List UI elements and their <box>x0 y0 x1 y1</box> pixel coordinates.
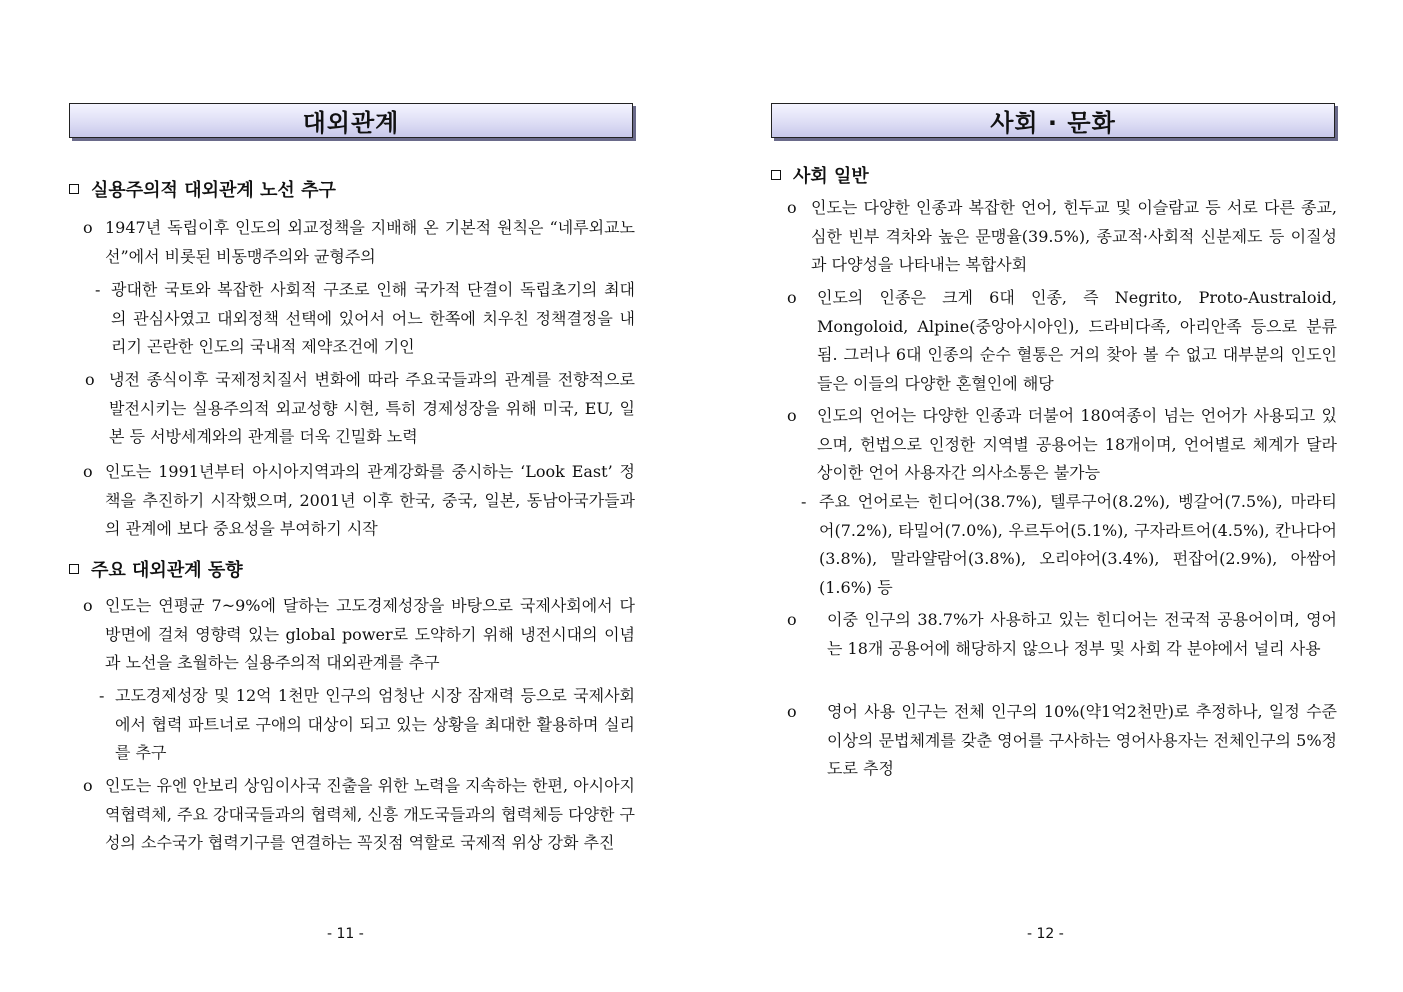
page-title: 대외관계 <box>69 103 633 138</box>
paragraph-text: 인도의 언어는 다양한 인종과 더불어 180여종이 넘는 언어가 사용되고 있으며, 헌법으로 인정한 지역별 공용어는 18개이며, 언어별로 체계가 달라 상이한 언어 사용자간 의사소통은 불가능 <box>817 406 1337 482</box>
dash-marker: - <box>99 686 105 705</box>
section-heading <box>69 556 243 582</box>
section-heading-text: 실용주의적 대외관계 노선 추구 <box>91 180 336 201</box>
bullet-marker: o <box>85 370 95 389</box>
paragraph <box>787 402 1337 488</box>
paragraph-text: 인도는 1991년부터 아시아지역과의 관계강화를 중시하는 ‘Look East’ 정책을 추진하기 시작했으며, 2001년 이후 한국, 중국, 일본, 동남아국가들과의 관계에 보다 중요성을 부여하기 시작 <box>105 462 635 538</box>
bullet-marker: o <box>787 288 797 307</box>
section-heading <box>69 176 336 202</box>
dash-marker: - <box>95 280 101 299</box>
sub-paragraph <box>801 488 1337 602</box>
paragraph-text: 고도경제성장 및 12억 1천만 인구의 엄청난 시장 잠재력 등으로 국제사회에서 협력 파트너로 구애의 대상이 되고 있는 상황을 최대한 활용하며 실리를 추구 <box>115 686 635 762</box>
page-number: - 12 - <box>1027 926 1064 942</box>
page-number: - 11 - <box>327 926 364 942</box>
dash-marker: - <box>801 492 807 511</box>
bullet-marker: o <box>83 462 93 481</box>
page-title: 사회 · 문화 <box>771 103 1335 138</box>
paragraph <box>787 194 1337 280</box>
section-heading-text: 주요 대외관계 동향 <box>91 560 243 581</box>
section-heading <box>771 162 869 188</box>
paragraph-text: 인도는 다양한 인종과 복잡한 언어, 힌두교 및 이슬람교 등 서로 다른 종교, 심한 빈부 격차와 높은 문맹율(39.5%), 종교적·사회적 신분제도 등 이질성과 다양성을 나타내는 복합사회 <box>811 198 1337 274</box>
paragraph-text: 인도는 유엔 안보리 상임이사국 진출을 위한 노력을 지속하는 한편, 아시아지역협력체, 주요 강대국들과의 협력체, 신흥 개도국들과의 협력체등 다양한 구성의 소수국가 협력기구를 연결하는 꼭짓점 역할로 국제적 위상 강화 추진 <box>105 776 635 852</box>
paragraph-text: 냉전 종식이후 국제정치질서 변화에 따라 주요국들과의 관계를 전향적으로 발전시키는 실용주의적 외교성향 시현, 특히 경제성장을 위해 미국, EU, 일본 등 서방세계와의 관계를 더욱 긴밀화 노력 <box>109 370 635 446</box>
paragraph <box>83 592 635 678</box>
paragraph <box>787 284 1337 398</box>
sub-paragraph <box>95 276 635 362</box>
checkbox-square-icon <box>69 184 79 194</box>
bullet-marker: o <box>787 702 797 721</box>
bullet-marker: o <box>787 406 797 425</box>
bullet-marker: o <box>787 610 797 629</box>
paragraph <box>787 698 1337 784</box>
paragraph-text: 광대한 국토와 복잡한 사회적 구조로 인해 국가적 단결이 독립초기의 최대의 관심사였고 대외정책 선택에 있어서 어느 한쪽에 치우친 정책결정을 내리기 곤란한 인도의 국내적 제약조건에 기인 <box>111 280 635 356</box>
paragraph-text: 이중 인구의 38.7%가 사용하고 있는 힌디어는 전국적 공용어이며, 영어는 18개 공용어에 해당하지 않으나 정부 및 사회 각 분야에서 널리 사용 <box>827 610 1337 658</box>
paragraph-text: 인도의 인종은 크게 6대 인종, 즉 Negrito, Proto-Australoid, Mongoloid, Alpine(중앙아시아인), 드라비다족, 아리안족 등으로 분류됨. 그러나 6대 인종의 순수 혈통은 거의 찾아 볼 수 없고 대부분의 인도인들은 이들의 다양한 혼혈인에 해당 <box>817 288 1337 393</box>
paragraph-text: 1947년 독립이후 인도의 외교정책을 지배해 온 기본적 원칙은 “네루외교노선”에서 비롯된 비동맹주의와 균형주의 <box>105 218 635 266</box>
checkbox-square-icon <box>69 564 79 574</box>
paragraph-text: 인도는 연평균 7~9%에 달하는 고도경제성장을 바탕으로 국제사회에서 다방면에 걸쳐 영향력 있는 global power로 도약하기 위해 냉전시대의 이념과 노선을 초월하는 실용주의적 대외관계를 추구 <box>105 596 635 672</box>
bullet-marker: o <box>83 776 93 795</box>
section-heading-text: 사회 일반 <box>793 166 869 187</box>
paragraph <box>83 772 635 858</box>
paragraph-text: 영어 사용 인구는 전체 인구의 10%(약1억2천만)로 추정하나, 일정 수준 이상의 문법체계를 갖춘 영어를 구사하는 영어사용자는 전체인구의 5%정도로 추정 <box>827 702 1337 778</box>
paragraph <box>85 366 635 452</box>
bullet-marker: o <box>787 198 797 217</box>
bullet-marker: o <box>83 596 93 615</box>
sub-paragraph <box>99 682 635 768</box>
bullet-marker: o <box>83 218 93 237</box>
paragraph <box>83 214 635 271</box>
paragraph-text: 주요 언어로는 힌디어(38.7%), 텔루구어(8.2%), 벵갈어(7.5%), 마라티어(7.2%), 타밀어(7.0%), 우르두어(5.1%), 구자라트어(4.5%), 칸나다어(3.8%), 말라얄람어(3.8%), 오리야어(3.4%), 펀잡어(2.9%), 아쌈어(1.6%) 등 <box>819 492 1337 597</box>
paragraph <box>787 606 1337 663</box>
checkbox-square-icon <box>771 170 781 180</box>
paragraph <box>83 458 635 544</box>
